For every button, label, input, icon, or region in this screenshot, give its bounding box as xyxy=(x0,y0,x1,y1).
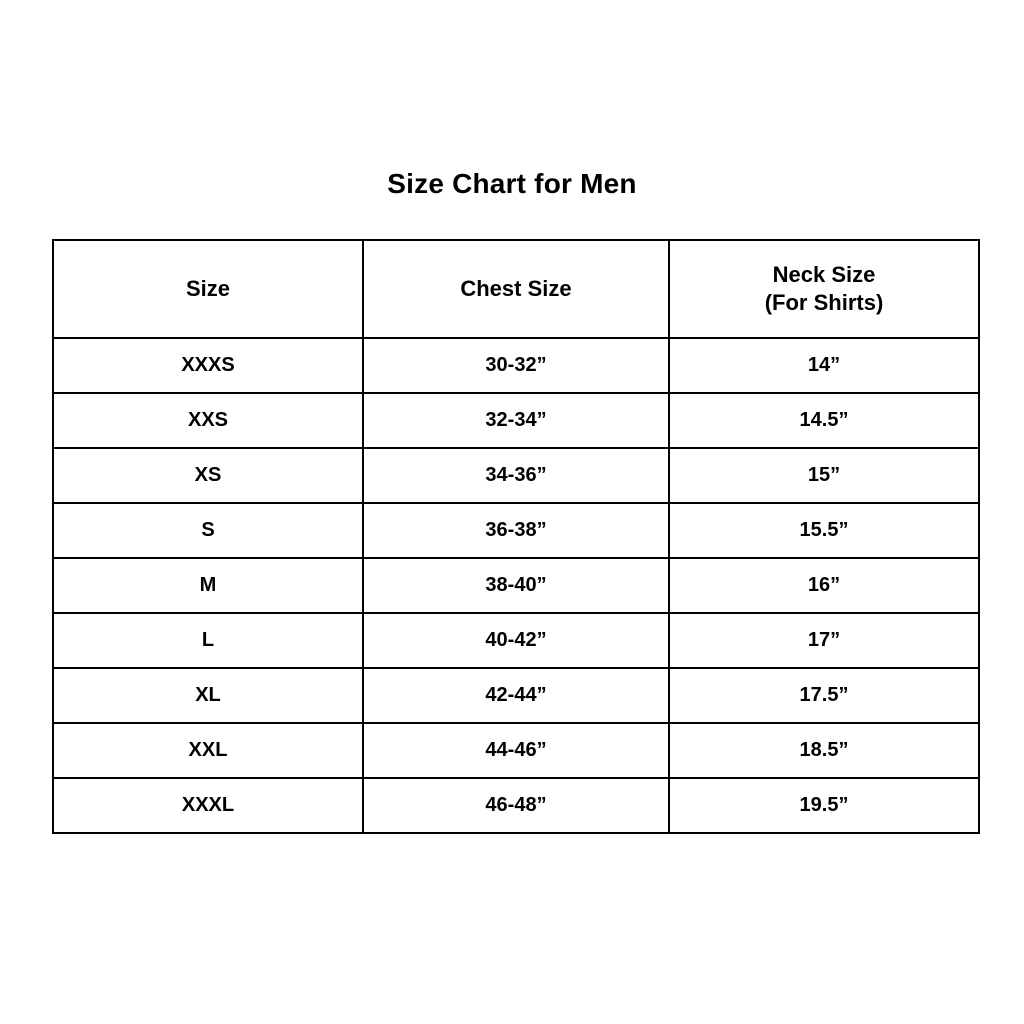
table-row xyxy=(53,448,979,503)
cell-size: XS xyxy=(53,448,363,503)
table-row xyxy=(53,558,979,613)
cell-neck: 14.5” xyxy=(669,393,979,448)
cell-neck: 18.5” xyxy=(669,723,979,778)
cell-size: S xyxy=(53,503,363,558)
cell-neck: 19.5” xyxy=(669,778,979,833)
cell-size: L xyxy=(53,613,363,668)
cell-size: M xyxy=(53,558,363,613)
column-header-chest xyxy=(363,240,669,338)
table-body xyxy=(53,338,979,833)
table-row xyxy=(53,668,979,723)
cell-chest: 44-46” xyxy=(363,723,669,778)
cell-chest: 42-44” xyxy=(363,668,669,723)
cell-neck: 17” xyxy=(669,613,979,668)
cell-size: XL xyxy=(53,668,363,723)
cell-neck: 15” xyxy=(669,448,979,503)
cell-chest: 46-48” xyxy=(363,778,669,833)
column-header-chest-label: Chest Size xyxy=(460,276,572,301)
cell-chest: 34-36” xyxy=(363,448,669,503)
cell-neck: 15.5” xyxy=(669,503,979,558)
cell-neck: 14” xyxy=(669,338,979,393)
cell-size: XXXL xyxy=(53,778,363,833)
table-header-row xyxy=(53,240,979,338)
column-header-size-label: Size xyxy=(185,276,231,301)
table-header xyxy=(53,240,979,338)
column-header-neck-sublabel: (For Shirts) xyxy=(764,290,884,315)
size-chart-table xyxy=(52,239,980,834)
table-row xyxy=(53,723,979,778)
cell-size: XXL xyxy=(53,723,363,778)
column-header-size xyxy=(53,240,363,338)
cell-chest: 38-40” xyxy=(363,558,669,613)
table-row xyxy=(53,503,979,558)
column-header-neck xyxy=(669,240,979,338)
column-header-neck-label: Neck Size xyxy=(772,262,876,287)
table-row xyxy=(53,338,979,393)
cell-size: XXS xyxy=(53,393,363,448)
cell-neck: 16” xyxy=(669,558,979,613)
cell-neck: 17.5” xyxy=(669,668,979,723)
table-row xyxy=(53,393,979,448)
cell-chest: 36-38” xyxy=(363,503,669,558)
cell-size: XXXS xyxy=(53,338,363,393)
table-row xyxy=(53,613,979,668)
cell-chest: 32-34” xyxy=(363,393,669,448)
page-title: Size Chart for Men xyxy=(387,168,637,199)
table-row xyxy=(53,778,979,833)
cell-chest: 30-32” xyxy=(363,338,669,393)
cell-chest: 40-42” xyxy=(363,613,669,668)
